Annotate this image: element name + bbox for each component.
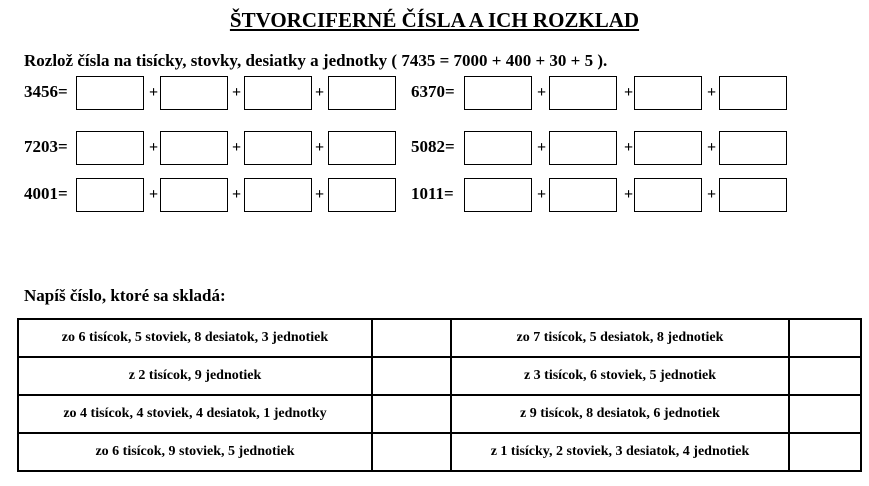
answer-box[interactable] [634, 178, 702, 212]
plus-sign: + [232, 139, 242, 156]
plus-sign: + [315, 186, 325, 203]
worksheet-title: ŠTVORCIFERNÉ ČÍSLA A ICH ROZKLAD [229, 8, 640, 32]
compose-description: zo 6 tisícok, 5 stoviek, 8 desiatok, 3 jednotiek [18, 319, 372, 357]
plus-sign: + [707, 139, 717, 156]
answer-box[interactable] [464, 76, 532, 110]
compose-heading: Napíš číslo, ktoré sa skladá: [24, 286, 226, 305]
compose-answer-cell[interactable] [372, 395, 451, 433]
plus-sign: + [232, 84, 242, 101]
compose-description: z 2 tisícok, 9 jednotiek [18, 357, 372, 395]
answer-box[interactable] [549, 76, 617, 110]
compose-description: zo 4 tisícok, 4 stoviek, 4 desiatok, 1 jednotky [18, 395, 372, 433]
decompose-number: 4001= [24, 184, 68, 203]
compose-answer-cell[interactable] [372, 319, 451, 357]
plus-sign: + [537, 84, 547, 101]
compose-description: z 3 tisícok, 6 stoviek, 5 jednotiek [451, 357, 789, 395]
answer-box[interactable] [634, 76, 702, 110]
answer-box[interactable] [719, 76, 787, 110]
decompose-number: 1011= [411, 184, 454, 203]
answer-box[interactable] [719, 131, 787, 165]
plus-sign: + [315, 139, 325, 156]
decompose-number: 5082= [411, 137, 455, 156]
plus-sign: + [537, 186, 547, 203]
plus-sign: + [232, 186, 242, 203]
compose-table [17, 318, 862, 472]
compose-row [18, 433, 861, 471]
plus-sign: + [149, 84, 159, 101]
plus-sign: + [315, 84, 325, 101]
compose-answer-cell[interactable] [789, 433, 861, 471]
answer-box[interactable] [464, 131, 532, 165]
plus-sign: + [537, 139, 547, 156]
plus-sign: + [707, 186, 717, 203]
plus-sign: + [624, 84, 634, 101]
compose-row [18, 319, 861, 357]
compose-description: z 9 tisícok, 8 desiatok, 6 jednotiek [451, 395, 789, 433]
answer-box[interactable] [634, 131, 702, 165]
compose-answer-cell[interactable] [789, 319, 861, 357]
plus-sign: + [149, 139, 159, 156]
plus-sign: + [624, 186, 634, 203]
answer-box[interactable] [719, 178, 787, 212]
decompose-row [0, 178, 869, 214]
answer-box[interactable] [549, 131, 617, 165]
decompose-number: 6370= [411, 82, 455, 101]
plus-sign: + [624, 139, 634, 156]
decompose-number: 7203= [24, 137, 68, 156]
compose-description: zo 6 tisícok, 9 stoviek, 5 jednotiek [18, 433, 372, 471]
compose-description: z 1 tisícky, 2 stoviek, 3 desiatok, 4 jednotiek [451, 433, 789, 471]
compose-description: zo 7 tisícok, 5 desiatok, 8 jednotiek [451, 319, 789, 357]
decompose-row [0, 76, 869, 112]
decompose-number: 3456= [24, 82, 68, 101]
compose-answer-cell[interactable] [789, 357, 861, 395]
answer-box[interactable] [549, 178, 617, 212]
answer-box[interactable] [464, 178, 532, 212]
plus-sign: + [707, 84, 717, 101]
plus-sign: + [149, 186, 159, 203]
instruction-text: Rozlož čísla na tisícky, stovky, desiatky a jednotky ( 7435 = 7000 + 400 + 30 + 5 ). [24, 51, 608, 70]
compose-answer-cell[interactable] [789, 395, 861, 433]
compose-answer-cell[interactable] [372, 433, 451, 471]
compose-answer-cell[interactable] [372, 357, 451, 395]
compose-row [18, 357, 861, 395]
compose-row [18, 395, 861, 433]
decompose-row [0, 131, 869, 167]
